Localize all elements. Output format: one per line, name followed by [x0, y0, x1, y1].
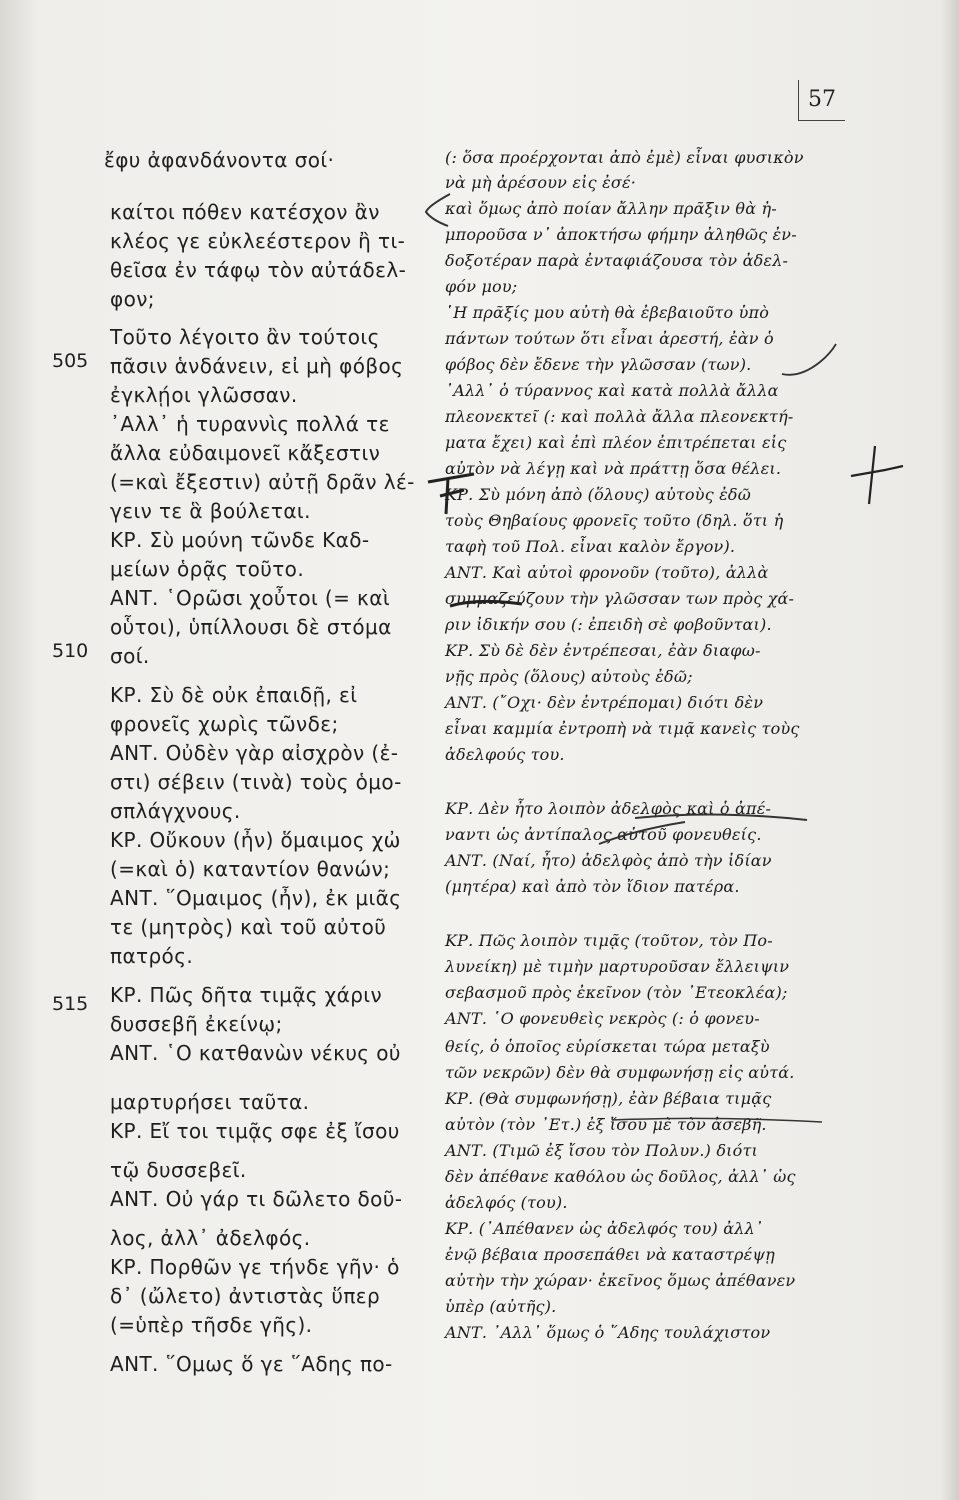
greek-text-line: ΑΝΤ. Οὐ γάρ τι δῶλετο δοῦ- [110, 1187, 403, 1211]
greek-text-line: ἐγκλῄοι γλῶσσαν. [110, 383, 298, 407]
greek-text-line: Τοῦτο λέγοιτο ἂν τούτοις [110, 325, 380, 349]
line-number-510: 510 [52, 640, 89, 662]
greek-text-line: θεῖσα ἐν τάφῳ τὸν αὐτάδελ- [110, 258, 407, 282]
translation-text-line: ᾿Αλλ᾿ ὁ τύραννος καὶ κατὰ πολλὰ ἄλλα [445, 381, 779, 400]
greek-text-line: ᾿Αλλ᾿ ἡ τυραννὶς πολλά τε [110, 412, 390, 436]
translation-text-line: ριν ἰδικήν σου (: ἐπειδὴ σὲ φοβοῦνται). [445, 615, 772, 634]
translation-text-line: τῶν νεκρῶν) δὲν θὰ συμφωνήσῃ εἰς αὐτά. [445, 1063, 795, 1082]
greek-text-line: (=ὑπὲρ τῆσδε γῆς). [110, 1313, 313, 1337]
greek-text-line: ΑΝΤ. ῞Ομως ὅ γε ῞Αδης πο- [110, 1352, 393, 1376]
pencil-hook-mark [780, 340, 840, 380]
translation-text-line: ΑΝΤ. (Τιμῶ ἐξ ἴσου τὸν Πολυν.) διότι [445, 1141, 758, 1160]
translation-text-line: ΑΝΤ. ᾿Αλλ᾿ ὅμως ὁ ῞Αδης τουλάχιστον [445, 1323, 771, 1342]
pencil-underline-mark-3 [610, 1112, 830, 1128]
translation-text-line: ΚΡ. Σὺ δὲ δὲν ἐντρέπεσαι, ἐὰν διαφω- [445, 641, 761, 660]
pencil-check-mark [845, 440, 905, 510]
translation-text-line: ῾Η πρᾶξίς μου αὐτὴ θὰ ἐβεβαιοῦτο ὑπὸ [445, 303, 770, 322]
translation-text-line: πάντων τούτων ὅτι εἶναι ἀρεστή, ἐὰν ὁ [445, 329, 774, 348]
greek-text-line: ΚΡ. Πορθῶν γε τήνδε γῆν· ὁ [110, 1255, 400, 1279]
translation-text-line: ἀδελφός (του). [445, 1193, 568, 1212]
greek-text-line: δυσσεβῆ ἐκείνῳ; [110, 1012, 283, 1036]
greek-text-line: ΚΡ. Οὔκουν (ἦν) ὅμαιμος χὠ [110, 828, 401, 852]
line-number-505: 505 [52, 350, 89, 372]
translation-text-line: ΑΝΤ. (῎Οχι· δὲν ἐντρέπομαι) διότι δὲν [445, 693, 764, 712]
translation-text-line: ἀδελφούς του. [445, 745, 565, 764]
greek-text-line: δ᾿ (ὤλετο) ἀντιστὰς ὕπερ [110, 1284, 381, 1308]
translation-text-line: τοὺς Θηβαίους φρονεῖς τοῦτο (δηλ. ὅτι ἡ [445, 511, 784, 530]
translation-text-line: αὐτὸν νὰ λέγῃ καὶ νὰ πράττῃ ὅσα θέλει. [445, 459, 782, 478]
translation-text-line: σεβασμοῦ πρὸς ἐκεῖνον (τὸν ᾿Ετεοκλέα); [445, 983, 788, 1002]
pencil-f-mark [420, 468, 480, 518]
translation-text-line: ταφὴ τοῦ Πολ. εἶναι καλὸν ἔργον). [445, 537, 736, 556]
translation-text-line: δὲν ἀπέθανε καθόλου ὡς δοῦλος, ἀλλ᾿ ὡς [445, 1167, 796, 1186]
greek-text-line: φον; [110, 287, 155, 311]
translation-text-line: ΑΝΤ. Καὶ αὐτοὶ φρονοῦν (τοῦτο), ἀλλὰ [445, 563, 769, 582]
greek-text-line: (=καὶ ὁ) καταντίον θανών; [110, 857, 391, 881]
greek-text-line: ΑΝΤ. ῾Ορῶσι χοὖτοι (= καὶ [110, 586, 390, 610]
greek-text-line: ΚΡ. Σὺ μούνη τῶνδε Καδ- [110, 528, 370, 552]
translation-text-line: ἐνῷ βέβαια προσεπάθει νὰ καταστρέψῃ [445, 1245, 775, 1264]
greek-text-line: λος, ἀλλ᾿ ἀδελφός. [110, 1226, 311, 1250]
greek-text-line: μείων ὁρᾷς τοῦτο. [110, 557, 305, 581]
translation-text-line: αὐτὴν τὴν χώραν· ἐκεῖνος ὅμως ἀπέθανεν [445, 1271, 796, 1290]
translation-text-line: ΑΝΤ. (Ναί, ἦτο) ἀδελφὸς ἀπὸ τὴν ἰδίαν [445, 851, 772, 870]
pencil-bracket-mark [420, 190, 460, 230]
translation-text-line: πλεονεκτεῖ (: καὶ πολλὰ ἄλλα πλεονεκτή- [445, 407, 794, 426]
translation-text-line: δοξοτέραν παρὰ ἐνταφιάζουσα τὸν ἀδελ- [445, 251, 789, 270]
translation-text-line: συμμαζεύζουν τὴν γλῶσσαν των πρὸς χά- [445, 589, 795, 608]
translation-text-line: θείς, ὁ ὁποῖος εὑρίσκεται τώρα μεταξὺ [445, 1037, 770, 1056]
line-number-515: 515 [52, 993, 89, 1015]
greek-text-line: ΑΝΤ. Οὐδὲν γὰρ αἰσχρὸν (ἐ- [110, 741, 399, 765]
greek-text-line: οὗτοι), ὑπίλλουσι δὲ στόμα [110, 615, 392, 639]
translation-text-line: αὐτὸν (τὸν ᾿Ετ.) ἐξ ἴσου μὲ τὸν ἀσεβῆ. [445, 1115, 767, 1134]
greek-text-line: ΚΡ. Πῶς δῆτα τιμᾷς χάριν [110, 983, 383, 1007]
greek-text-line: γειν τε ἃ βούλεται. [110, 499, 311, 523]
translation-text-line: φόβος δὲν ἔδενε τὴν γλῶσσαν (των). [445, 355, 752, 374]
pencil-underline-mark [448, 592, 528, 612]
translation-text-line: νῇς πρὸς (ὅλους) αὐτοὺς ἐδῶ; [445, 667, 693, 686]
greek-text-line: ΑΝΤ. ῞Ομαιμος (ἦν), ἐκ μιᾶς [110, 886, 402, 910]
translation-text-line: ὑπὲρ (αὐτῆς). [445, 1297, 557, 1316]
greek-text-line: ΚΡ. Σὺ δὲ οὐκ ἐπαιδῇ, εἰ [110, 683, 358, 707]
translation-text-line: νὰ μὴ ἀρέσουν εἰς ἐσέ· [445, 173, 637, 192]
greek-text-line: πᾶσιν ἁνδάνειν, εἰ μὴ φόβος [110, 354, 404, 378]
greek-text-line: στι) σέβειν (τινὰ) τοὺς ὁμο- [110, 770, 402, 794]
greek-text-line: καίτοι πόθεν κατέσχον ἂν [110, 200, 380, 224]
greek-text-line: κλέος γε εὐκλεέστερον ἢ τι- [110, 229, 406, 253]
translation-text-line: εἶναι καμμία ἐντροπὴ νὰ τιμᾷ κανεὶς τοὺς [445, 719, 800, 738]
greek-text-line: φρονεῖς χωρὶς τῶνδε; [110, 712, 339, 736]
greek-text-line: πατρός. [110, 944, 194, 968]
translation-text-line: φόν μου; [445, 277, 518, 296]
translation-text-line: (μητέρα) καὶ ἀπὸ τὸν ἴδιον πατέρα. [445, 877, 740, 896]
greek-text-line: τε (μητρὸς) καὶ τοῦ αὐτοῦ [110, 915, 387, 939]
translation-text-line: ΚΡ. (᾿Απέθανεν ὡς ἀδελφός του) ἀλλ᾿ [445, 1219, 764, 1238]
translation-text-line: ΚΡ. Δὲν ἦτο λοιπὸν ἀδελφὸς καὶ ὁ ἀπέ- [445, 799, 772, 818]
greek-text-line: ἄλλα εὐδαιμονεῖ κἄξεστιν [110, 441, 381, 465]
translation-text-line: ματα ἔχει) καὶ ἐπὶ πλέον ἐπιτρέπεται εἰς [445, 433, 787, 452]
translation-text-line: λυνείκη) μὲ τιμὴν μαρτυροῦσαν ἔλλειψιν [445, 957, 790, 976]
translation-text-line: καὶ ὅμως ἀπὸ ποίαν ἄλλην πρᾶξιν θὰ ἠ- [445, 199, 777, 218]
translation-text-line: ΚΡ. (Θὰ συμφωνήσῃ), ἐὰν βέβαια τιμᾷς [445, 1089, 772, 1108]
translation-text-line: ΚΡ. Σὺ μόνη ἀπὸ (ὅλους) αὐτοὺς ἐδῶ [445, 485, 752, 504]
pencil-underline-mark-2 [595, 800, 815, 860]
greek-text-line: ἔφυ ἀφανδάνοντα σοί· [104, 148, 335, 172]
page-number: 57 [798, 80, 845, 121]
greek-text-line: μαρτυρήσει ταῦτα. [110, 1090, 310, 1114]
greek-text-line: σπλάγχνους. [110, 799, 241, 823]
greek-text-line: (=καὶ ἔξεστιν) αὐτῇ δρᾶν λέ- [110, 470, 415, 494]
translation-text-line: ΑΝΤ. ῾Ο φονευθεὶς νεκρὸς (: ὁ φονευ- [445, 1009, 760, 1028]
translation-text-line: ΚΡ. Πῶς λοιπὸν τιμᾷς (τοῦτον, τὸν Πο- [445, 931, 773, 950]
translation-text-line: (: ὅσα προέρχονται ἀπὸ ἐμὲ) εἶναι φυσικὸν [445, 148, 804, 167]
greek-text-line: σοί. [110, 644, 150, 668]
greek-text-line: ΚΡ. Εἴ τοι τιμᾷς σφε ἐξ ἴσου [110, 1119, 400, 1143]
greek-text-line: τῷ δυσσεβεῖ. [110, 1158, 247, 1182]
translation-text-line: ναντι ὡς ἀντίπαλος αὐτοῦ φονευθείς. [445, 825, 762, 844]
greek-text-line: ΑΝΤ. ῾Ο κατθανὼν νέκυς οὐ [110, 1041, 401, 1065]
translation-text-line: μποροῦσα ν᾿ ἀποκτήσω φήμην ἀληθῶς ἐν- [445, 225, 797, 244]
